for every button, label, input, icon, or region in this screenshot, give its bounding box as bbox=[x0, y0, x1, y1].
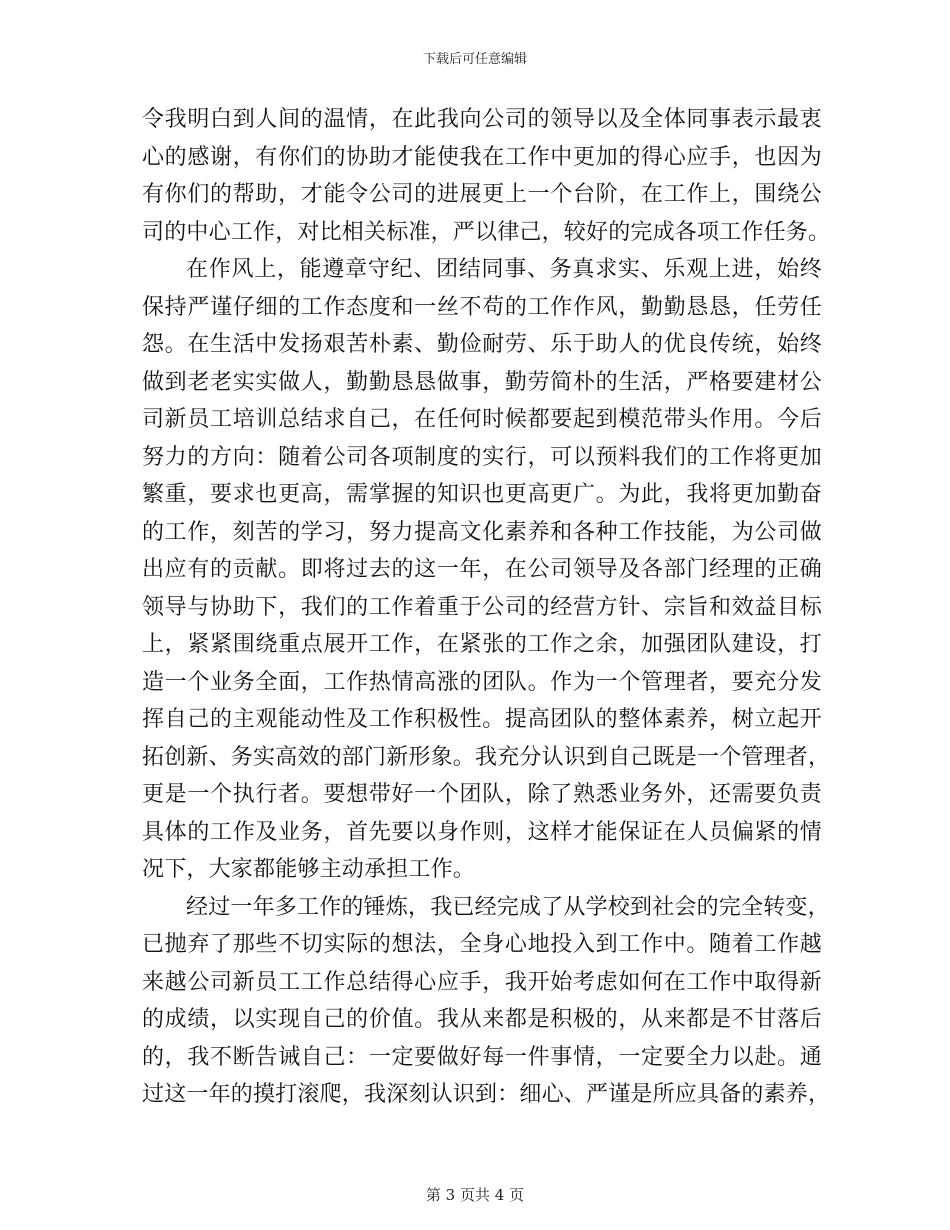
text-line: 努力的方向：随着公司各项制度的实行，可以预料我们的工作将更加 bbox=[142, 444, 822, 470]
paragraph-3 bbox=[142, 889, 831, 1114]
text-line: 做到老老实实做人，勤勤恳恳做事，勤劳简朴的生活，严格要建材公 bbox=[142, 369, 822, 395]
text-line: 出应有的贡献。即将过去的这一年，在公司领导及各部门经理的正确 bbox=[142, 557, 822, 582]
text-line: 经过一年多工作的锤炼，我已经完成了从学校到社会的完全转变， bbox=[186, 894, 830, 920]
paragraph-2 bbox=[142, 251, 831, 889]
text-line: 拓创新、务实高效的部门新形象。我充分认识到自己既是一个管理者， bbox=[142, 744, 831, 770]
text-line: 挥自己的主观能动性及工作积极性。提高团队的整体素养，树立起开 bbox=[142, 707, 822, 732]
text-line: 已抛弃了那些不切实际的想法，全身心地投入到工作中。随着工作越 bbox=[142, 932, 822, 957]
text-line: 况下，大家都能够主动承担工作。 bbox=[142, 857, 476, 882]
text-line: 心的感谢，有你们的协助才能使我在工作中更加的得心应手，也因为 bbox=[142, 144, 822, 170]
page-header: 下载后可任意编辑 bbox=[422, 52, 527, 67]
text-line: 司的中心工作，对比相关标准，严以律己，较好的完成各项工作任务。 bbox=[142, 219, 831, 245]
text-line: 具体的工作及业务，首先要以身作则，这样才能保证在人员偏紧的情 bbox=[142, 819, 822, 845]
page-number: 第 3 页共 4 页 bbox=[425, 1186, 525, 1204]
text-line: 更是一个执行者。要想带好一个团队，除了熟悉业务外，还需要负责 bbox=[142, 782, 822, 807]
text-line: 繁重，要求也更高，需掌握的知识也更高更广。为此，我将更加勤奋 bbox=[142, 482, 822, 507]
text-line: 造一个业务全面，工作热情高涨的团队。作为一个管理者，要充分发 bbox=[142, 669, 822, 695]
text-line: 过这一年的摸打滚爬，我深刻认识到：细心、严谨是所应具备的素养， bbox=[142, 1082, 831, 1107]
text-line: 怨。在生活中发扬艰苦朴素、勤俭耐劳、乐于助人的优良传统，始终 bbox=[142, 332, 822, 357]
text-line: 令我明白到人间的温情，在此我向公司的领导以及全体同事表示最衷 bbox=[142, 107, 822, 132]
document-body bbox=[142, 101, 831, 1114]
text-line: 保持严谨仔细的工作态度和一丝不苟的工作作风，勤勤恳恳，任劳任 bbox=[142, 294, 822, 320]
text-line: 的，我不断告诫自己：一定要做好每一件事情，一定要全力以赴。通 bbox=[142, 1044, 822, 1070]
text-line: 领导与协助下，我们的工作着重于公司的经营方针、宗旨和效益目标 bbox=[142, 594, 822, 620]
text-line: 来越公司新员工工作总结得心应手，我开始考虑如何在工作中取得新 bbox=[142, 969, 822, 995]
text-line: 的成绩，以实现自己的价值。我从来都是积极的，从来都是不甘落后 bbox=[142, 1007, 822, 1032]
paragraph-1 bbox=[142, 101, 831, 251]
text-line: 的工作，刻苦的学习，努力提高文化素养和各种工作技能，为公司做 bbox=[142, 519, 822, 545]
text-line: 上，紧紧围绕重点展开工作，在紧张的工作之余，加强团队建设，打 bbox=[142, 632, 822, 657]
text-line: 在作风上，能遵章守纪、团结同事、务真求实、乐观上进，始终 bbox=[186, 257, 822, 282]
text-line: 司新员工培训总结求自己，在任何时候都要起到模范带头作用。今后 bbox=[142, 407, 822, 432]
text-line: 有你们的帮助，才能令公司的进展更上一个台阶，在工作上，围绕公 bbox=[142, 182, 822, 207]
